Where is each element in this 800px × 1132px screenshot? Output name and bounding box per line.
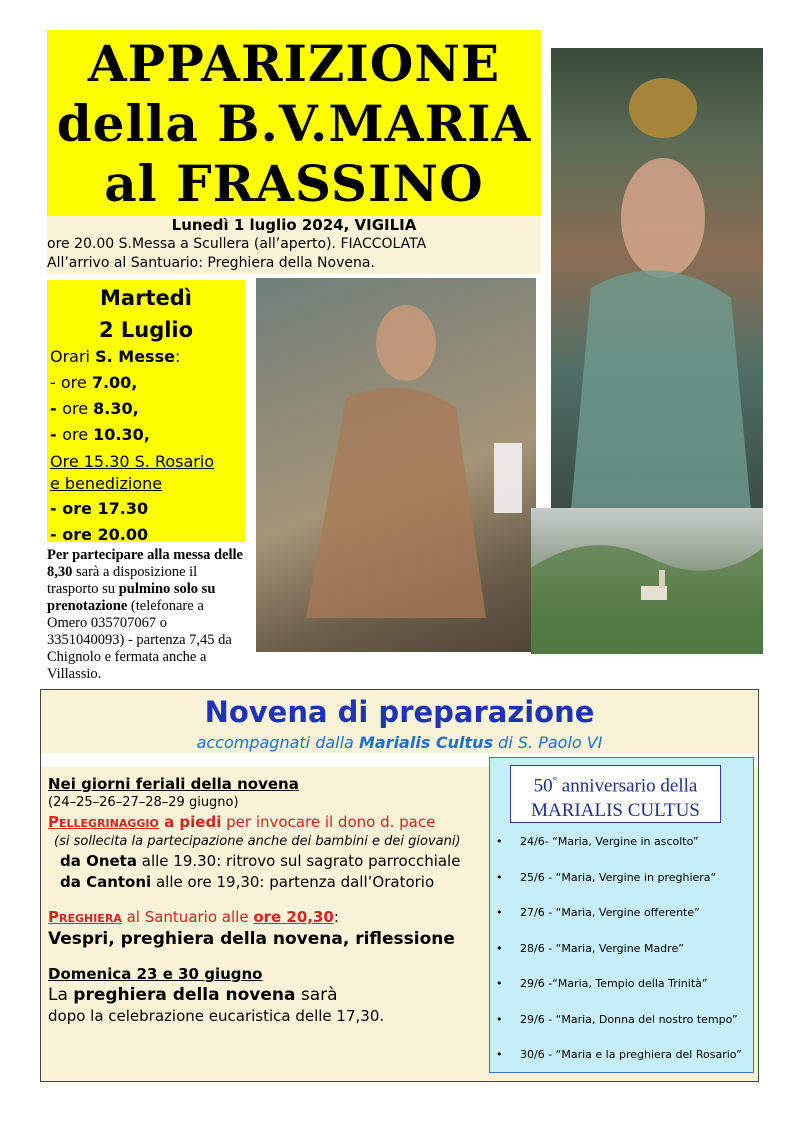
cantoni-text: alle ore 19,30: partenza dall’Oratorio [151, 873, 435, 891]
list-item [496, 832, 754, 868]
list-item-text: 30/6 - “Maria e la preghiera del Rosario” [520, 1048, 742, 1061]
preghiera-mid: al Santuario alle [121, 908, 254, 926]
rosario-line-2: e benedizione [50, 474, 163, 493]
domenica-line-2: dopo la celebrazione eucaristica delle 17,30. [48, 1007, 385, 1025]
tuesday-date: 2 Luglio [98, 318, 194, 342]
shuttle-text-2: (telefonare a Omero 035707067 o 3351040093) - partenza 7,45 da Chignolo e fermata anche a Villassio. [47, 598, 232, 682]
evening-mass-2 [47, 522, 245, 548]
preghiera-colon: : [333, 908, 339, 926]
shuttle-text-1: sarà a disposizione il trasporto su [47, 564, 198, 597]
bullet-icon: • [496, 835, 503, 848]
subtitle-suffix: di S. Paolo VI [493, 733, 603, 752]
pellegrinaggio-rest: per invocare il dono d. pace [221, 813, 436, 831]
subtitle-prefix: accompagnati dalla [196, 733, 359, 752]
list-item-text: 29/6 -“Maria, Tempio della Trinità” [520, 977, 708, 990]
anniversary-text: anniversario della [557, 775, 698, 797]
domenica-bold: preghiera della novena [73, 985, 296, 1005]
themes-list [496, 832, 754, 1081]
anniversary-line-1 [511, 769, 720, 798]
domenica-line-1 [48, 984, 488, 1006]
preghiera-label: Preghiera [48, 908, 122, 926]
vigilia-heading: Lunedì 1 luglio 2024, VIGILIA [171, 216, 417, 234]
mass-time-1 [47, 370, 245, 396]
statue-kneeling-girl-photo [256, 278, 536, 652]
mass-time-3 [47, 422, 245, 448]
mass-time-dash: - [50, 399, 63, 418]
bullet-icon: • [496, 906, 503, 919]
title-line-3: al FRASSINO [104, 154, 484, 213]
shuttle-bold-1: Per partecipare alla messa delle 8,30 [47, 547, 243, 580]
pellegrinaggio-line [48, 812, 488, 833]
vigilia-line-2: All’arrivo al Santuario: Preghiera della Novena. [47, 255, 375, 271]
statue-madonna-photo [551, 48, 763, 510]
masses-prefix: Orari [50, 347, 96, 366]
masses-label: S. Messe [95, 347, 175, 366]
feriali-heading: Nei giorni feriali della novena [48, 775, 299, 793]
anniversary-box [510, 765, 721, 823]
title-line-2: della B.V.MARIA [56, 94, 532, 153]
vigilia-box [47, 216, 541, 274]
title-line-1: APPARIZIONE [87, 34, 501, 93]
evening-mass-time: - ore 17.30 [50, 499, 149, 518]
mass-time-ore: ore [62, 425, 94, 444]
shuttle-bold-2: pulmino solo su prenotazione [47, 581, 216, 614]
subtitle-bold: Marialis Cultus [358, 733, 494, 752]
tuesday-day: Martedì [100, 286, 192, 310]
mass-time-value: 7.00, [91, 373, 138, 392]
title-box [47, 30, 541, 216]
anniversary-number: 50 [533, 775, 553, 797]
list-item [496, 903, 754, 939]
mass-time-dash: - ore [50, 373, 92, 392]
rosario-line-1: Ore 15.30 S. Rosario [50, 452, 215, 471]
mass-time-value: 10.30, [93, 425, 150, 444]
masses-suffix: : [174, 347, 181, 366]
evening-mass-1 [47, 496, 245, 522]
shuttle-info [47, 547, 247, 683]
mass-time-value: 8.30, [93, 399, 139, 418]
list-item-text: 27/6 - “Maria, Vergine offerente” [520, 906, 700, 919]
vespri-line: Vespri, preghiera della novena, riflessione [48, 929, 455, 949]
sanctuary-landscape-photo [531, 508, 763, 654]
oneta-label: da Oneta [60, 852, 137, 870]
oneta-line [48, 851, 488, 872]
list-item-text: 28/6 - “Maria, Vergine Madre” [520, 941, 684, 955]
pellegrinaggio-label: Pellegrinaggio [48, 813, 159, 831]
cantoni-label: da Cantoni [60, 873, 152, 891]
mass-time-dash: - [50, 425, 63, 444]
novena-title: Novena di preparazione [204, 695, 595, 729]
list-item [496, 939, 754, 975]
list-item-text: 25/6 - “Maria, Vergine in preghiera“ [520, 870, 717, 884]
mass-time-2 [47, 396, 245, 422]
list-item [496, 868, 754, 904]
domenica-la: La [48, 985, 74, 1005]
novena-subtitle [40, 733, 759, 753]
bullet-icon: • [496, 1048, 503, 1061]
novena-content [48, 774, 488, 1027]
masses-heading [47, 344, 245, 370]
sollecita-note: (si sollecita la partecipazione anche dei bambini e dei giovani) [54, 834, 461, 849]
domenica-heading: Domenica 23 e 30 giugno [48, 965, 263, 983]
anniversary-degree: ° [552, 775, 558, 787]
evening-mass-time: - ore 20.00 [50, 525, 149, 544]
bullet-icon: • [496, 941, 503, 955]
oneta-text: alle 19.30: ritrovo sul sagrato parrocchiale [136, 852, 461, 870]
pellegrinaggio-bold: a piedi [158, 813, 222, 831]
mass-time-ore: ore [62, 399, 94, 418]
bullet-icon: • [496, 1012, 503, 1026]
vigilia-line-1: ore 20.00 S.Messa a Scullera (all’aperto). FIACCOLATA [47, 236, 427, 252]
preghiera-line [48, 907, 488, 928]
domenica-sara: sarà [295, 985, 338, 1005]
feriali-dates: (24–25–26–27–28–29 giugno) [48, 795, 239, 810]
anniversary-name: MARIALIS CULTUS [531, 800, 700, 822]
list-item [496, 1010, 754, 1046]
bullet-icon: • [496, 870, 503, 884]
list-item [496, 1045, 754, 1081]
tuesday-schedule-box [47, 280, 245, 542]
list-item [496, 974, 754, 1010]
preghiera-time: ore 20,30 [253, 908, 334, 926]
cantoni-line [48, 872, 488, 893]
bullet-icon: • [496, 977, 503, 990]
list-item-text: 24/6- “Maria, Vergine in ascolto” [520, 835, 699, 848]
list-item-text: 29/6 - “Maria, Donna del nostro tempo” [520, 1012, 738, 1026]
